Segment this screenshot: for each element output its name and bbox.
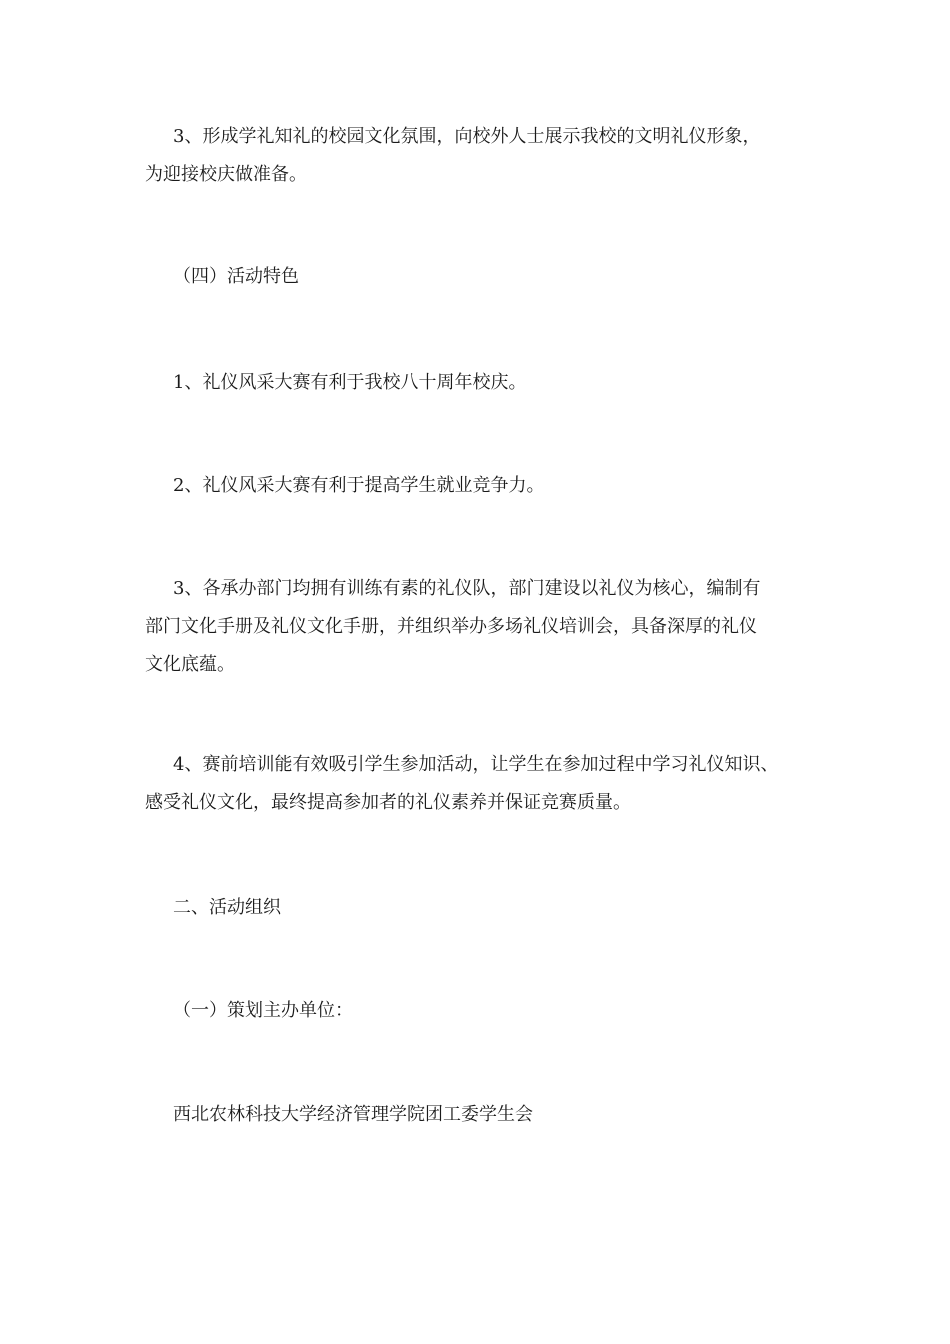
paragraph-feature-3 [145,570,810,684]
text-line: 感受礼仪文化，最终提高参加者的礼仪素养并保证竞赛质量。 [145,792,631,813]
text-line: 部门文化手册及礼仪文化手册，并组织举办多场礼仪培训会，具备深厚的礼仪 [145,616,757,637]
text-line: 3、各承办部门均拥有训练有素的礼仪队，部门建设以礼仪为核心，编制有 [173,578,761,599]
text-line: 2、礼仪风采大赛有利于提高学生就业竞争力。 [173,475,545,496]
paragraph-feature-1 [145,364,810,402]
text-line: （一）策划主办单位： [173,1000,353,1021]
text-line: （四）活动特色 [173,266,299,287]
section-heading-organization [145,889,810,927]
paragraph-organizer-name [145,1096,810,1134]
section-heading-features [145,258,810,296]
text-line: 4、赛前培训能有效吸引学生参加活动，让学生在参加过程中学习礼仪知识、 [173,754,779,775]
text-line: 1、礼仪风采大赛有利于我校八十周年校庆。 [173,372,527,393]
text-line: 西北农林科技大学经济管理学院团工委学生会 [173,1104,533,1125]
paragraph-goal-3 [145,118,810,194]
text-line: 二、活动组织 [173,897,281,918]
text-line: 文化底蕴。 [145,654,235,675]
text-line: 3、形成学礼知礼的校园文化氛围，向校外人士展示我校的文明礼仪形象， [173,126,761,147]
paragraph-feature-2 [145,467,810,505]
text-line: 为迎接校庆做准备。 [145,164,307,185]
paragraph-feature-4 [145,746,810,822]
subsection-heading-organizer [145,992,810,1030]
